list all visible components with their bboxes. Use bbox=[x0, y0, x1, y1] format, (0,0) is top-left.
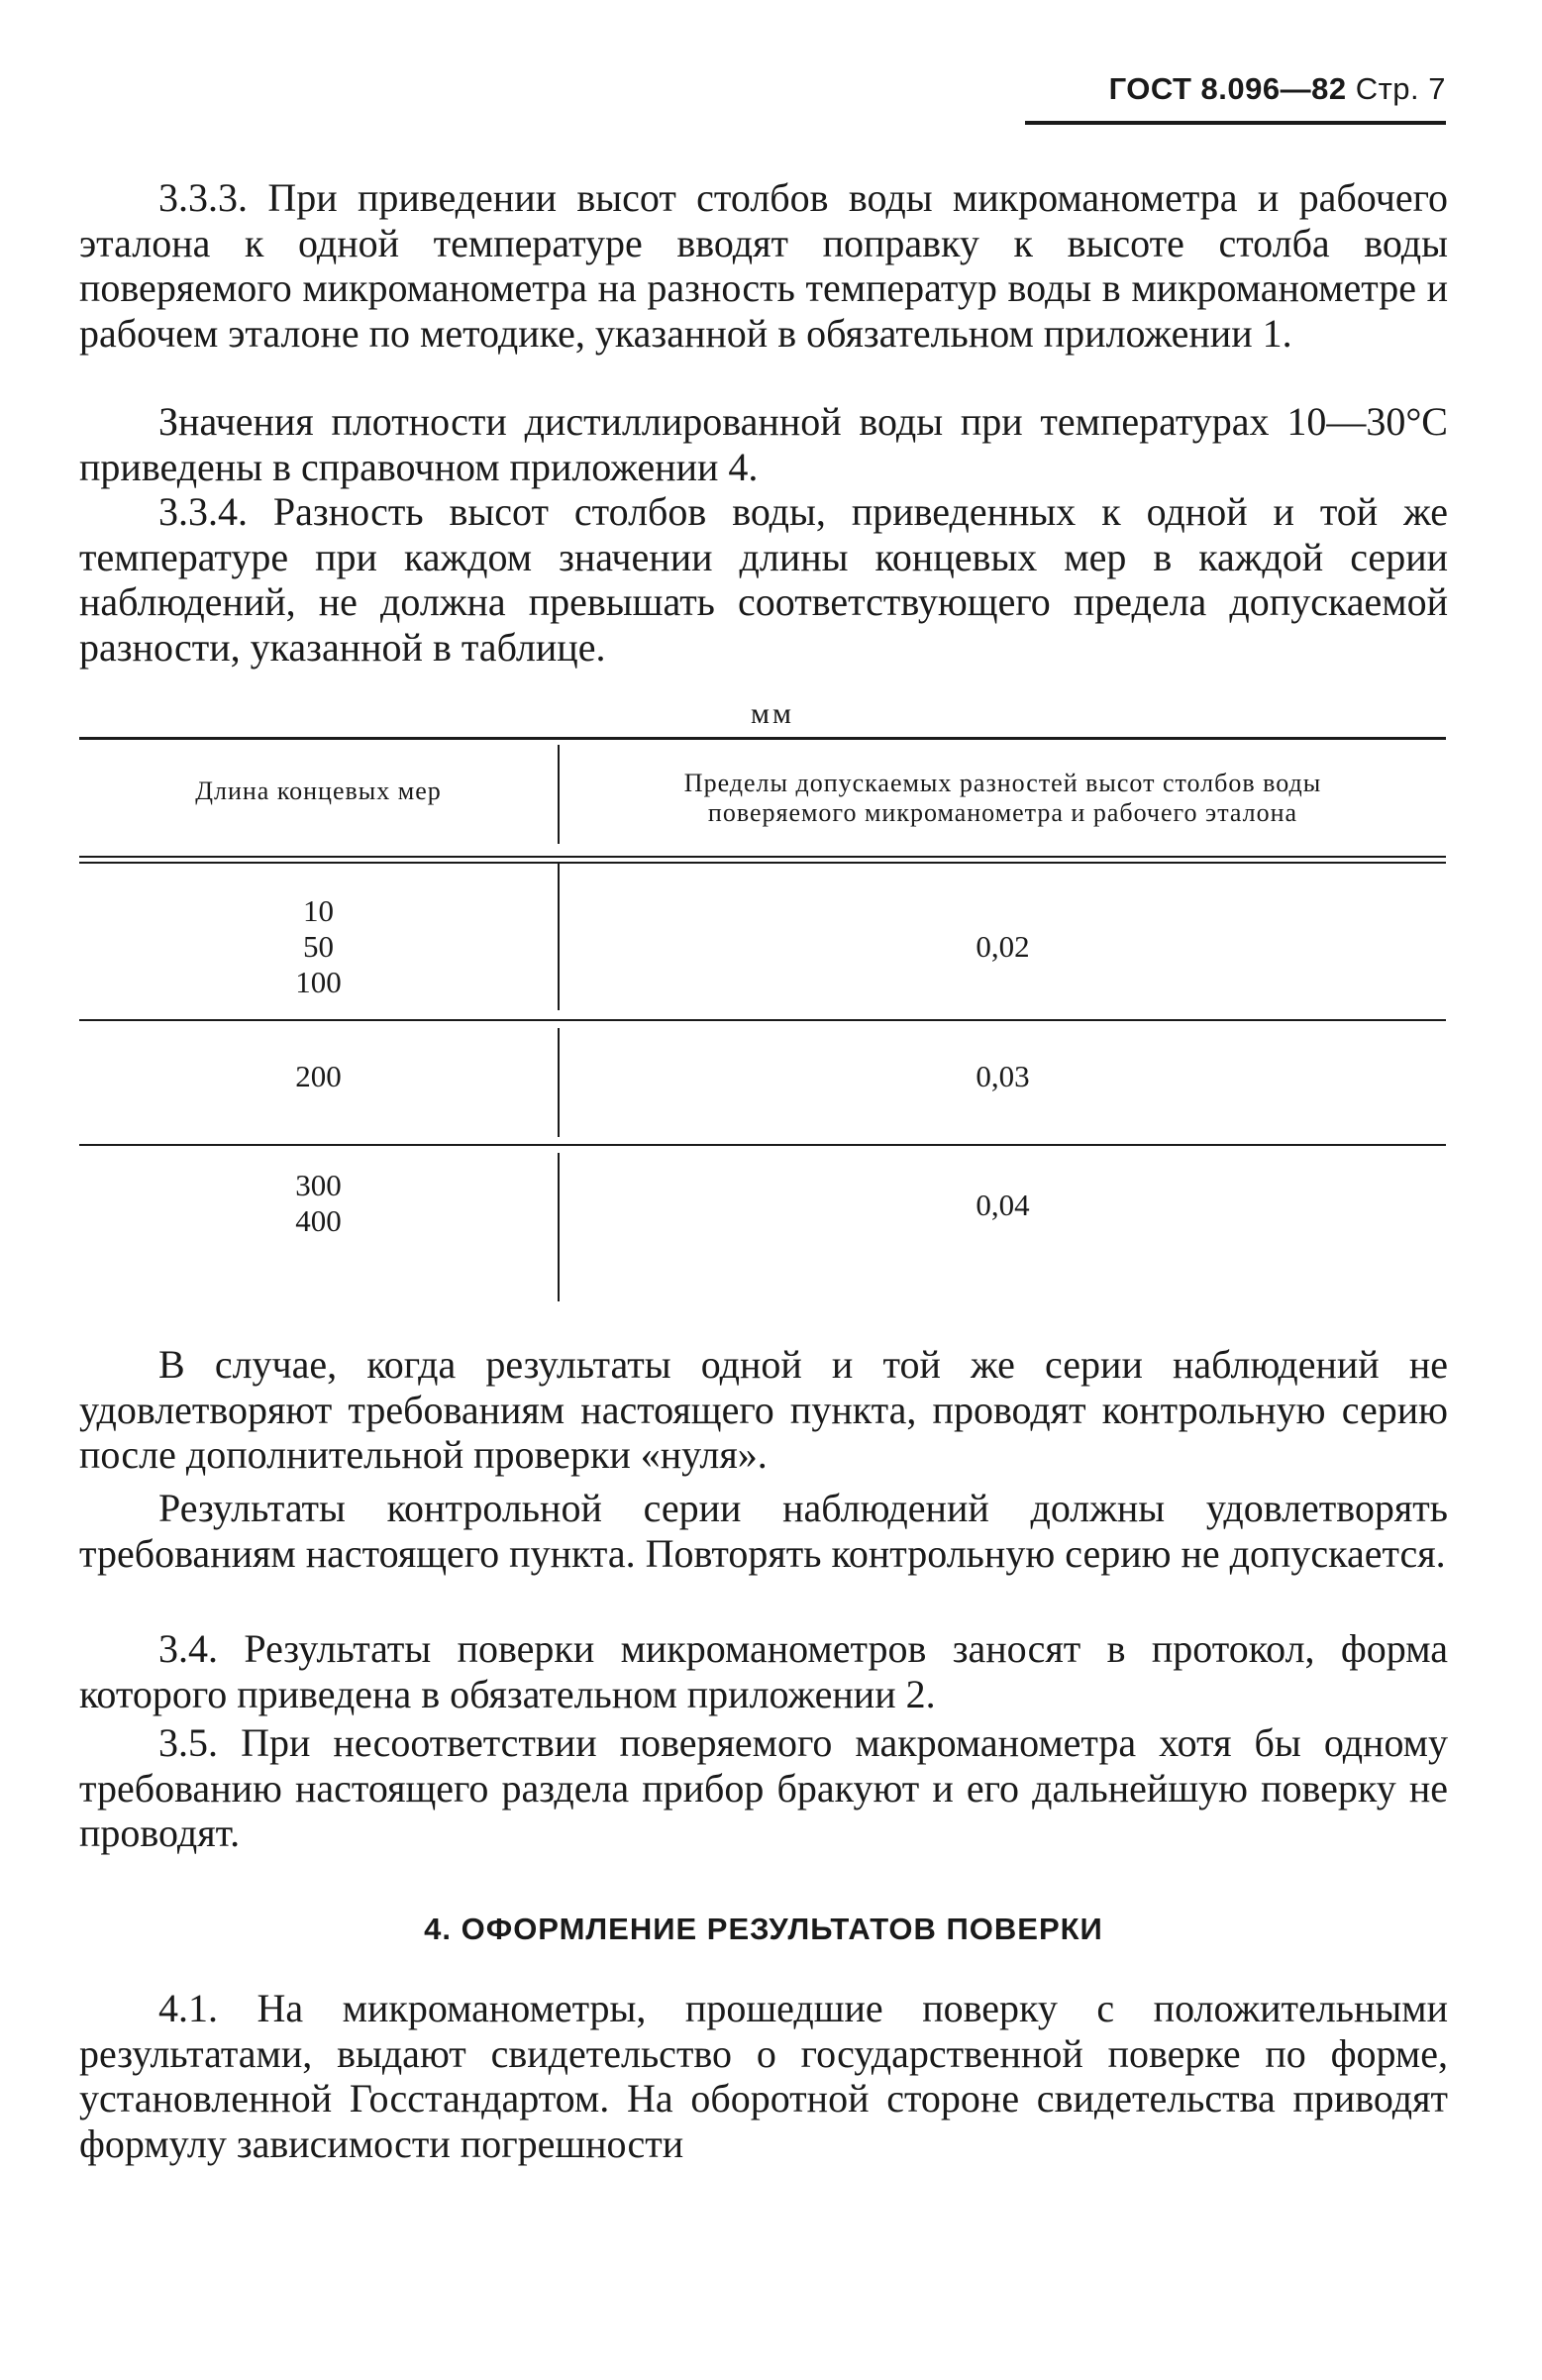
row-limit: 0,02 bbox=[976, 929, 1030, 964]
table-header-rule-a bbox=[79, 856, 1446, 858]
table-column-divider bbox=[558, 1153, 560, 1301]
header-limits-line2: поверяемого микроманометра и рабочего эталона bbox=[707, 798, 1298, 827]
paragraph-control: Результаты контрольной серии наблюдений должны удовлетворять требованиям настоящего пункта. Повторять контрольную серию не допускается. bbox=[79, 1486, 1448, 1576]
length-value: 10 bbox=[303, 893, 334, 928]
paragraph-case: В случае, когда результаты одной и той же серии наблюдений не удовлетворяют требованиям настоящего пункта, проводят контрольную серию после дополнительной проверки «нуля». bbox=[79, 1342, 1448, 1477]
table-top-rule bbox=[79, 737, 1446, 740]
length-value: 300 bbox=[295, 1168, 342, 1202]
table-unit-label: мм bbox=[751, 697, 794, 730]
length-value: 400 bbox=[295, 1203, 342, 1238]
page-header bbox=[990, 71, 1446, 107]
paragraph-3-4: 3.4. Результаты поверки микроманометров заносят в протокол, форма которого приведена в обязательном приложении 2. bbox=[79, 1626, 1448, 1716]
row-lengths bbox=[79, 1059, 558, 1094]
paragraph-3-5: 3.5. При несоответствии поверяемого макроманометра хотя бы одному требованию настоящего раздела прибор бракуют и его дальнейшую поверку не проводят. bbox=[79, 1720, 1448, 1855]
paragraph-4-1: 4.1. На микроманометры, прошедшие поверку с положительными результатами, выдают свидетельство о государственной поверке по форме, установленной Госстандартом. На оборотной стороне свидетельства приводят формулу зависимости погрешности bbox=[79, 1986, 1448, 2166]
row-lengths bbox=[79, 893, 558, 1000]
header-limits bbox=[560, 769, 1446, 828]
section-4-title: 4. ОФОРМЛЕНИЕ РЕЗУЛЬТАТОВ ПОВЕРКИ bbox=[424, 1912, 1103, 1946]
length-value: 200 bbox=[295, 1059, 342, 1093]
length-value: 50 bbox=[303, 929, 334, 964]
row-limit: 0,04 bbox=[976, 1188, 1030, 1222]
table-row-rule bbox=[79, 1019, 1446, 1021]
header-limits-line1: Пределы допускаемых разностей высот столбов воды bbox=[683, 769, 1322, 797]
length-value: 100 bbox=[295, 965, 342, 999]
paragraph-3-3-4: 3.3.4. Разность высот столбов воды, приведенных к одной и той же температуре при каждом значении длины концевых мер в каждой серии наблюдений, не должна превышать соответствующего предела допускаемой разности, указанной в таблице. bbox=[79, 489, 1448, 670]
table-header-rule-b bbox=[79, 862, 1446, 864]
header-rule bbox=[1025, 121, 1446, 125]
paragraph-3-3-3: 3.3.3. При приведении высот столбов воды микроманометра и рабочего эталона к одной температуре вводят поправку к высоте столба воды поверяемого микроманометра на разность температур воды в микроманометре и рабочем эталоне по методике, указанной в обязательном приложении 1. bbox=[79, 175, 1448, 356]
tolerance-table bbox=[79, 737, 1446, 1301]
row-limit: 0,03 bbox=[976, 1059, 1030, 1093]
row-lengths bbox=[79, 1168, 558, 1239]
table-row-rule bbox=[79, 1144, 1446, 1146]
paragraph-density: Значения плотности дистиллированной воды при температурах 10—30°С приведены в справочном приложении 4. bbox=[79, 399, 1448, 489]
header-lengths: Длина концевых мер bbox=[195, 776, 442, 805]
standard-number: ГОСТ 8.096—82 bbox=[1108, 71, 1347, 106]
page-number: Стр. 7 bbox=[1355, 71, 1446, 106]
